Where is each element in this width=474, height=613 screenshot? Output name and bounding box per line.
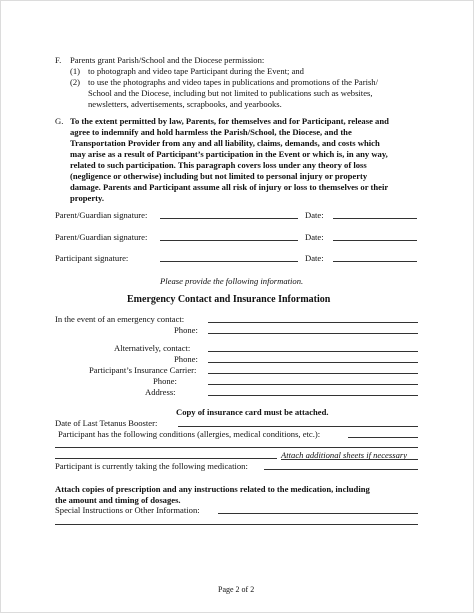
prescription-note-line1: Attach copies of prescription and any instructions related to the medication, including	[55, 484, 370, 494]
medication-label: Participant is currently taking the following medication:	[55, 461, 248, 471]
special-instructions-label: Special Instructions or Other Information:	[55, 505, 200, 515]
alt-contact-field[interactable]	[208, 351, 418, 352]
emergency-heading: Emergency Contact and Insurance Information	[127, 294, 331, 305]
section-f-item2-line2: School and the Diocese, including but not limited to publications such as websites,	[88, 88, 373, 98]
parent2-date-label: Date:	[305, 232, 324, 242]
section-g-line: related to such participation. This paragraph covers loss under any theory of loss	[70, 160, 367, 170]
attach-note-underline	[281, 459, 418, 460]
participant-date-field[interactable]	[333, 261, 417, 262]
section-g-line: damage. Parents and Participant assume all risk of injury or loss to themselves or their	[70, 182, 389, 192]
parent2-signature-label: Parent/Guardian signature:	[55, 232, 148, 242]
insurance-carrier-field[interactable]	[208, 373, 418, 374]
parent1-signature-field[interactable]	[160, 218, 298, 219]
participant-signature-label: Participant signature:	[55, 253, 129, 263]
section-g-line: (negligence or otherwise) including but not limited to personal injury or property	[70, 171, 368, 181]
emergency-phone-label: Phone:	[174, 325, 198, 335]
parent1-date-field[interactable]	[333, 218, 417, 219]
alt-phone-field[interactable]	[208, 362, 418, 363]
section-g-line: To the extent permitted by law, Parents, for themselves and for Participant, release and	[70, 116, 389, 126]
parent1-date-label: Date:	[305, 210, 324, 220]
conditions-field[interactable]	[348, 437, 418, 438]
section-g-line: property.	[70, 193, 104, 203]
section-f-intro: Parents grant Parish/School and the Diocese permission:	[70, 55, 265, 65]
insurance-address-label: Address:	[145, 387, 176, 397]
insurance-phone-label: Phone:	[153, 376, 177, 386]
parent2-date-field[interactable]	[333, 240, 417, 241]
section-g-line: Transportation Provider from any and all liability, claims, demands, and costs which	[70, 138, 380, 148]
alt-phone-label: Phone:	[174, 354, 198, 364]
section-f-item2-line1: to use the photographs and video tapes in publications and promotions of the Parish/	[88, 77, 378, 87]
insurance-copy-note: Copy of insurance card must be attached.	[176, 407, 329, 417]
conditions-field-line[interactable]	[55, 458, 277, 459]
participant-date-label: Date:	[305, 253, 324, 263]
insurance-phone-field[interactable]	[208, 384, 418, 385]
tetanus-label: Date of Last Tetanus Booster:	[55, 418, 158, 428]
section-g-letter: G.	[55, 116, 64, 126]
section-g-line: agree to indemnify and hold harmless the Parish/School, the Diocese, and the	[70, 127, 352, 137]
provide-info-note: Please provide the following information.	[160, 276, 304, 286]
attach-sheets-note: Attach additional sheets if necessary	[281, 450, 408, 460]
section-f-item1-num: (1)	[70, 66, 81, 76]
emergency-phone-field[interactable]	[208, 333, 418, 334]
conditions-label: Participant has the following conditions (allergies, medical conditions, etc.):	[58, 429, 321, 439]
parent1-signature-label: Parent/Guardian signature:	[55, 210, 148, 220]
section-f-item2-line3: newsletters, advertisements, scrapbooks, and yearbooks.	[88, 99, 282, 109]
insurance-address-field[interactable]	[208, 395, 418, 396]
prescription-note-line2: the amount and timing of dosages.	[55, 495, 181, 505]
emergency-contact-label: In the event of an emergency contact:	[55, 314, 185, 324]
special-instructions-field-line[interactable]	[55, 524, 418, 525]
insurance-carrier-label: Participant’s Insurance Carrier:	[89, 365, 197, 375]
medication-field[interactable]	[264, 469, 418, 470]
section-g-line: may arise as a result of Participant’s participation in the Event or which is, in any way,	[70, 149, 388, 159]
conditions-field-line[interactable]	[55, 447, 418, 448]
section-f-item2-num: (2)	[70, 77, 81, 87]
special-instructions-field[interactable]	[218, 513, 418, 514]
page-number: Page 2 of 2	[218, 585, 255, 594]
tetanus-field[interactable]	[178, 426, 418, 427]
participant-signature-field[interactable]	[160, 261, 298, 262]
section-f-item1: to photograph and video tape Participant during the Event; and	[88, 66, 304, 76]
section-f-letter: F.	[55, 55, 62, 65]
parent2-signature-field[interactable]	[160, 240, 298, 241]
alt-contact-label: Alternatively, contact:	[114, 343, 191, 353]
emergency-contact-field[interactable]	[208, 322, 418, 323]
